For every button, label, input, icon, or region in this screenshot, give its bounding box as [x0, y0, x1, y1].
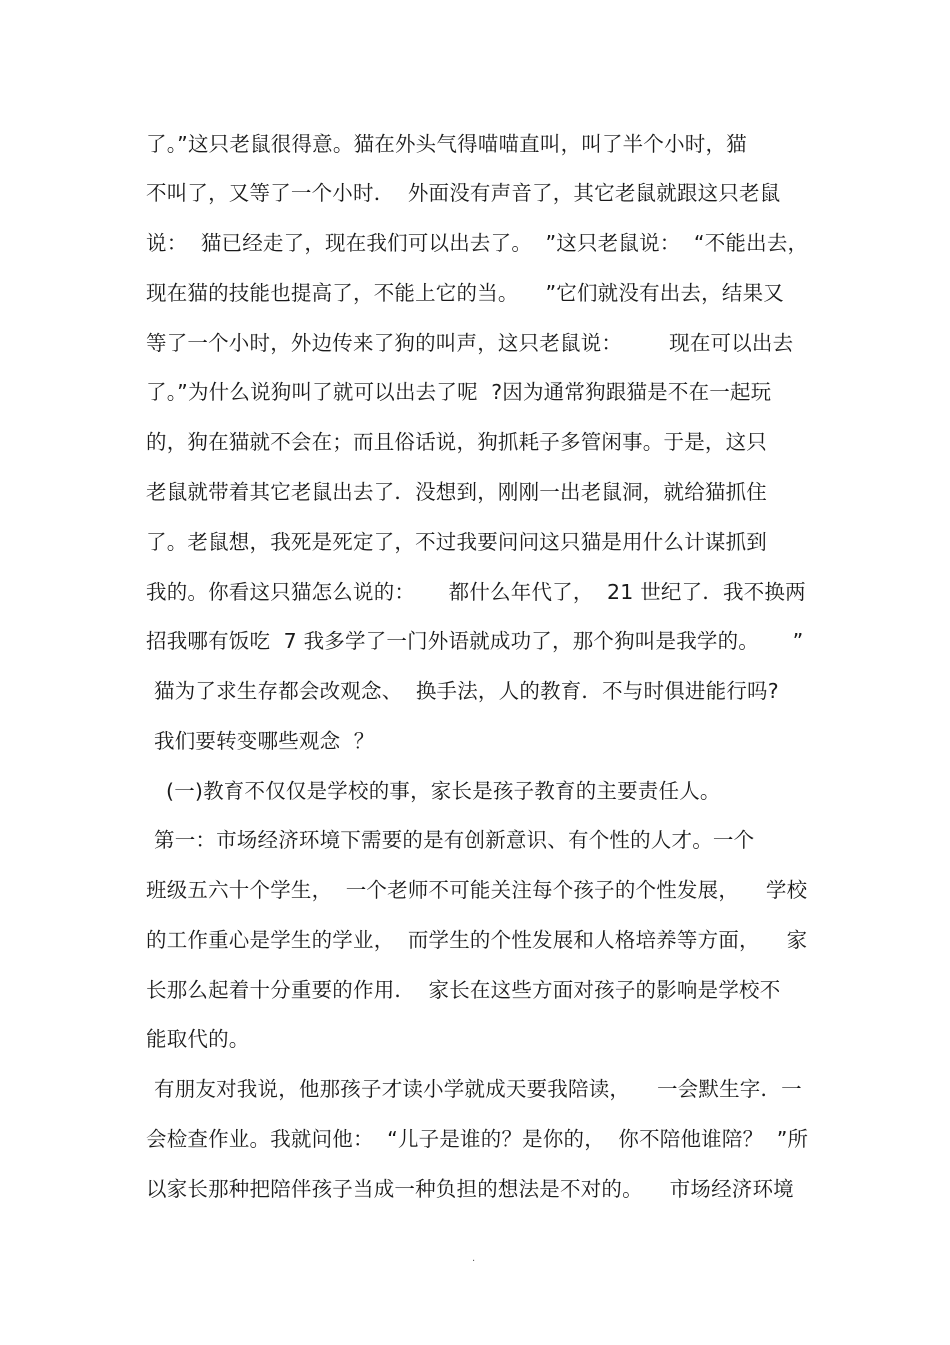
text-line-4: 现在猫的技能也提高了，不能上它的当。 ”它们就没有出去，结果又 [146, 281, 784, 305]
text-line-12: 猫为了求生存都会改观念、 换手法，人的教育．不与时俱进能行吗? [154, 679, 779, 703]
text-line-10: 我的。你看这只猫怎么说的： 都什么年代了， 21 世纪了．我不换两 [146, 580, 806, 604]
text-line-3: 说： 猫已经走了，现在我们可以出去了。 ”这只老鼠说： “不能出去， [146, 231, 809, 255]
text-line-19: 能取代的。 [146, 1027, 250, 1051]
text-line-13: 我们要转变哪些观念 ？ [154, 729, 375, 753]
text-line-1: 了。”这只老鼠很得意。猫在外头气得喵喵直叫，叫了半个小时，猫 [146, 132, 747, 156]
text-line-17: 的工作重心是学生的学业， 而学生的个性发展和人格培养等方面， 家 [146, 928, 808, 952]
text-line-16: 班级五六十个学生， 一个老师不可能关注每个孩子的个性发展， 学校 [146, 878, 808, 902]
text-line-18: 长那么起着十分重要的作用． 家长在这些方面对孩子的影响是学校不 [146, 978, 781, 1002]
text-line-8: 老鼠就带着其它老鼠出去了．没想到，刚刚一出老鼠洞，就给猫抓住 [146, 480, 767, 504]
text-line-15: 第一：市场经济环境下需要的是有创新意识、有个性的人才。一个 [154, 828, 755, 852]
page-footer-mark: . [472, 1253, 476, 1264]
text-line-22: 以家长那种把陪伴孩子当成一种负担的想法是不对的。 市场经济环境 [146, 1177, 794, 1201]
text-line-9: 了。老鼠想，我死是死定了，不过我要问问这只猫是用什么计谋抓到 [146, 530, 767, 554]
text-line-21: 会检查作业。我就问他： “儿子是谁的？是你的， 你不陪他谁陪？ ”所 [146, 1127, 809, 1151]
text-line-5: 等了一个小时，外边传来了狗的叫声，这只老鼠说： 现在可以出去 [146, 331, 794, 355]
text-line-6: 了。”为什么说狗叫了就可以出去了呢 ?因为通常狗跟猫是不在一起玩 [146, 380, 772, 404]
text-line-2: 不叫了，又等了一个小时． 外面没有声音了，其它老鼠就跟这只老鼠 [146, 181, 781, 205]
section-heading: (一)教育不仅仅是学校的事，家长是孩子教育的主要责任人。 [166, 779, 721, 803]
text-line-11: 招我哪有饭吃 7 我多学了一门外语就成功了，那个狗叫是我学的。 ” [146, 629, 804, 653]
text-line-7: 的，狗在猫就不会在；而且俗话说，狗抓耗子多管闲事。于是，这只 [146, 430, 767, 454]
text-line-20: 有朋友对我说，他那孩子才读小学就成天要我陪读， 一会默生字．一 [154, 1077, 802, 1101]
